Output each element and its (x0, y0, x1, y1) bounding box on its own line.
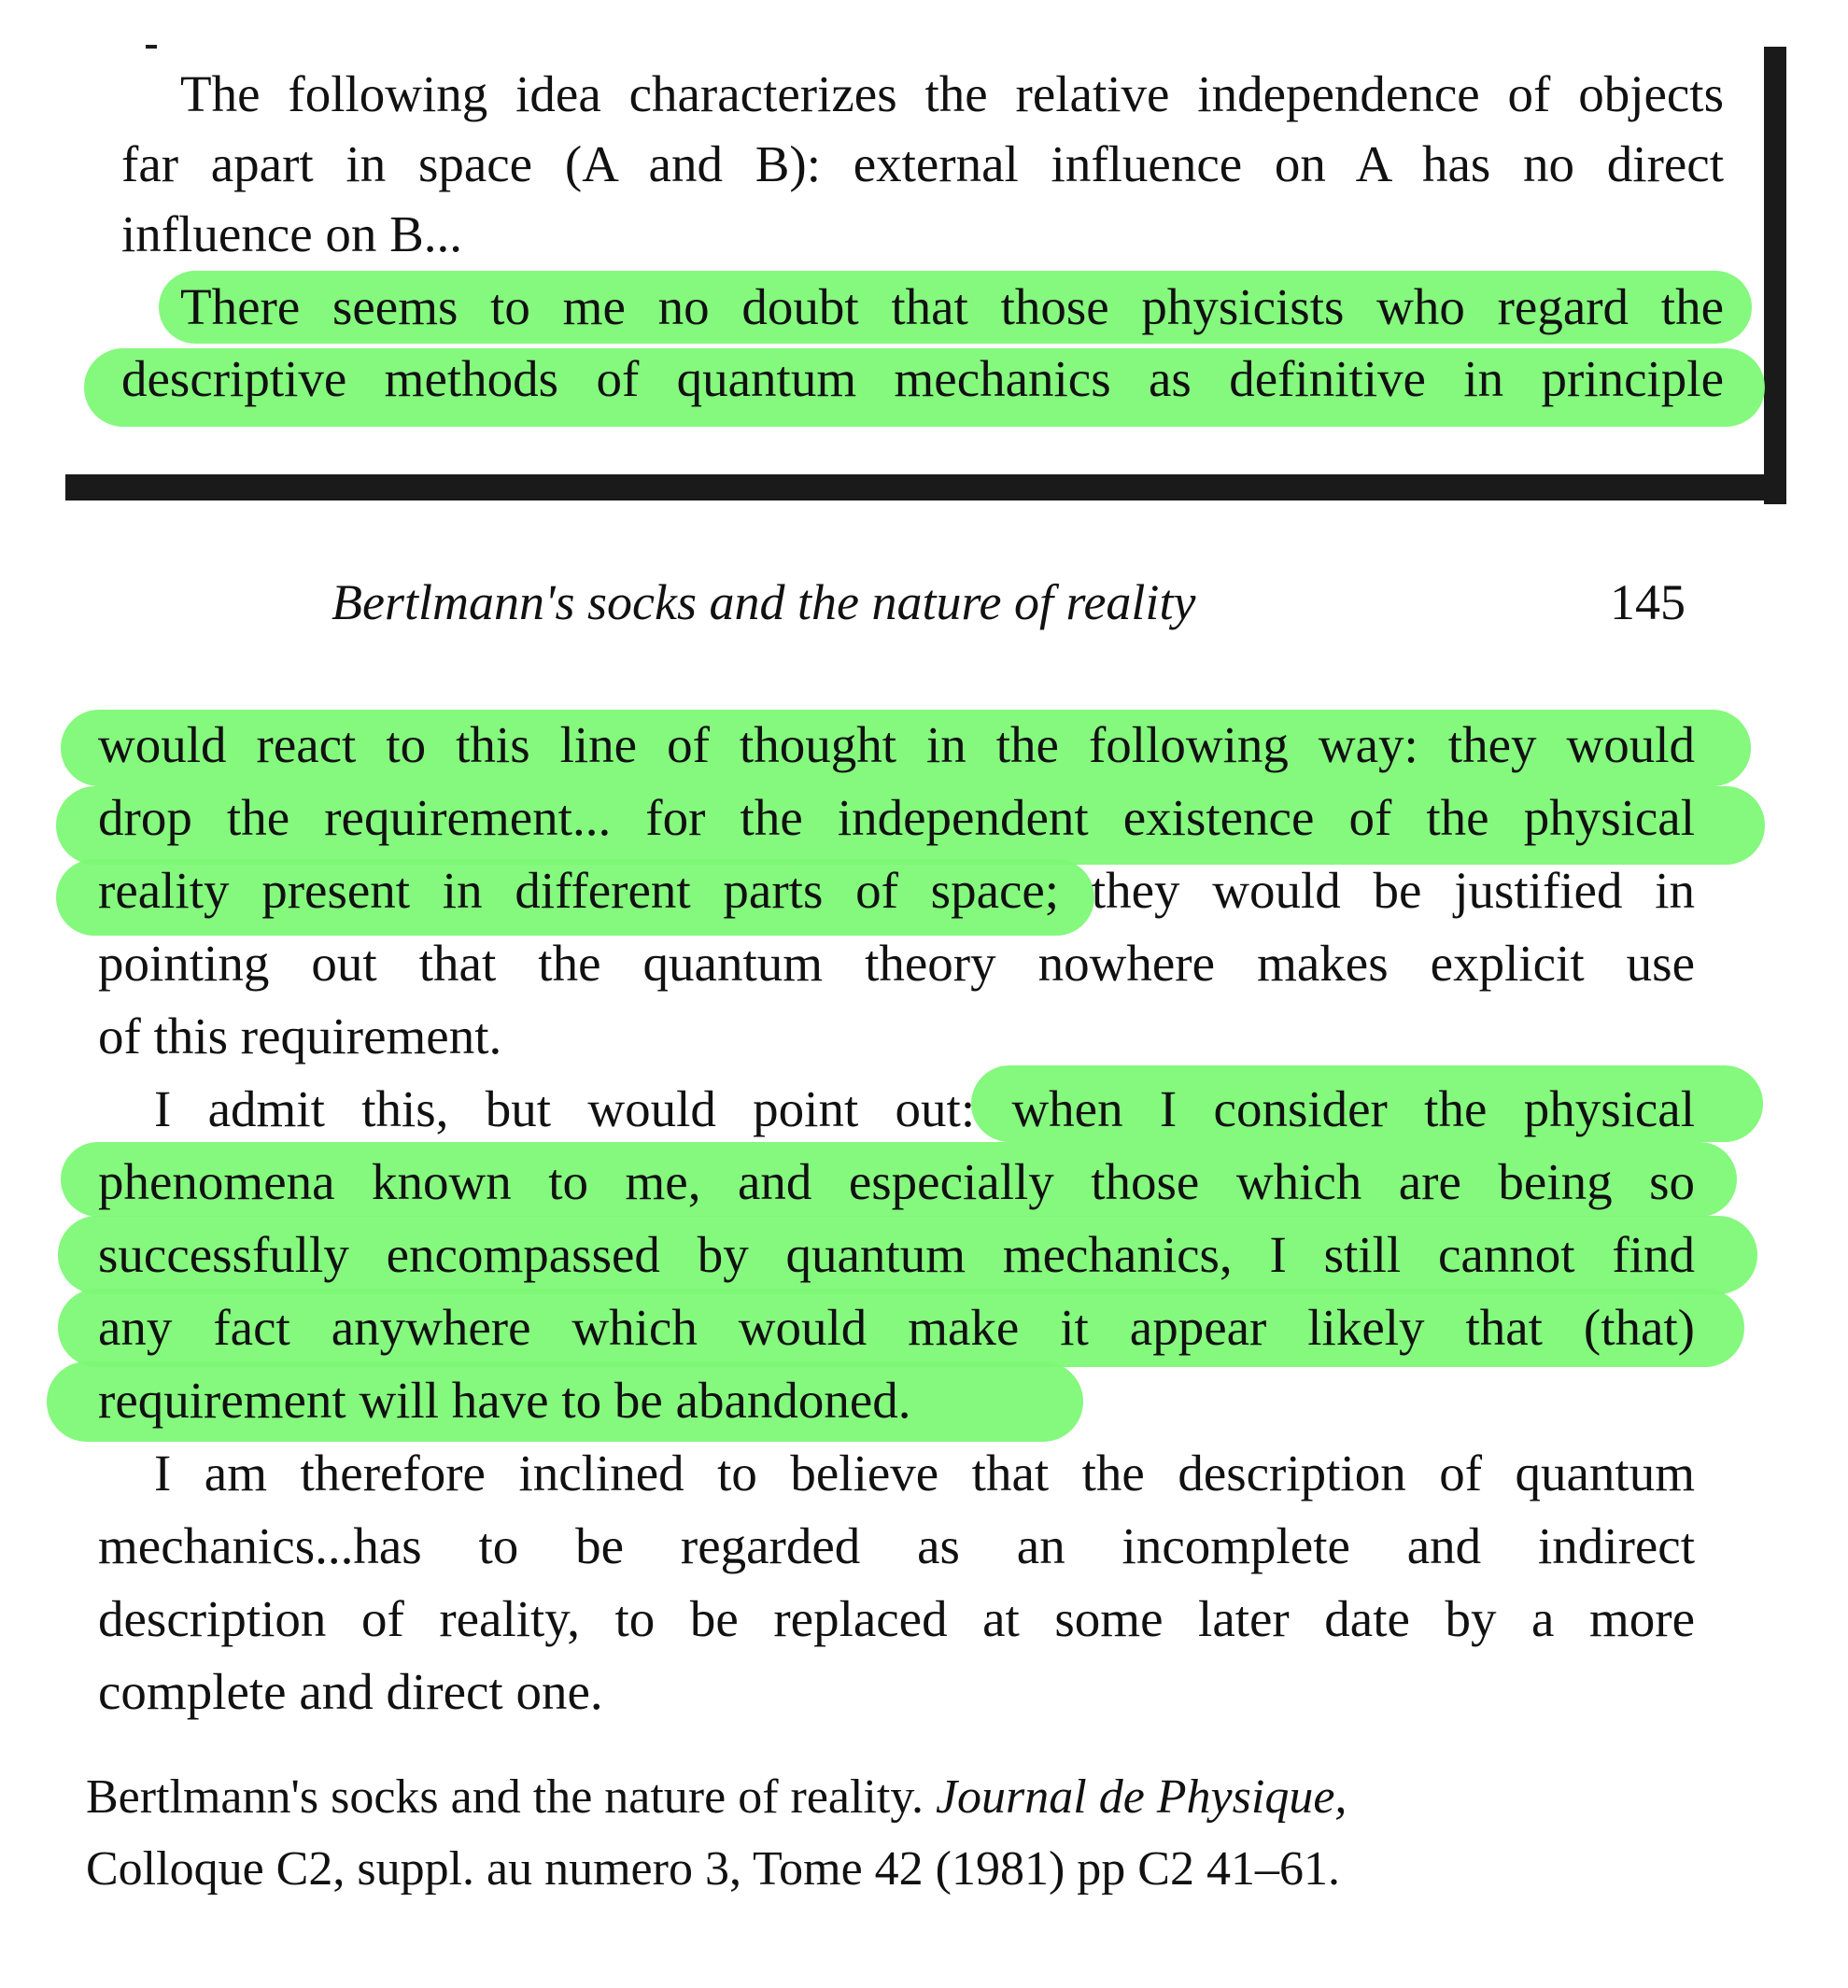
excerpt-line: far apart in space (A and B): external influence on A has no direct (121, 135, 1724, 192)
body-line: I am therefore inclined to believe that the description of quantum (154, 1445, 1695, 1502)
running-head-title: Bertlmann's socks and the nature of reality (332, 574, 1196, 630)
body-line: would react to this line of thought in the following way: they would (98, 716, 1695, 773)
body-line: complete and direct one. (98, 1663, 603, 1720)
body-line: description of reality, to be replaced at some later date by a more (98, 1590, 1695, 1647)
body-line: successfully encompassed by quantum mechanics, I still cannot find (98, 1226, 1695, 1283)
excerpt-line: influence on B... (121, 205, 463, 262)
body-line: of this requirement. (98, 1008, 502, 1064)
excerpt-line: There seems to me no doubt that those physicists who regard the (180, 278, 1724, 335)
excerpt-line: The following idea characterizes the relative independence of objects (180, 65, 1724, 122)
body-line: mechanics...has to be regarded as an incomplete and indirect (98, 1517, 1695, 1574)
body-line: I admit this, but would point out: when I consider the physical (154, 1080, 1695, 1137)
body-line: reality present in different parts of space; they would be justified in (98, 862, 1695, 919)
excerpt-line: descriptive methods of quantum mechanics as definitive in principle (121, 350, 1724, 407)
body-line: any fact anywhere which would make it appear likely that (that) (98, 1299, 1695, 1356)
body-line: drop the requirement... for the independent existence of the physical (98, 789, 1695, 846)
page-number: 145 (1610, 574, 1686, 630)
citation-journal: Journal de Physique, (935, 1770, 1347, 1824)
top-excerpt (0, 0, 1848, 523)
body-line: phenomena known to me, and especially those which are being so (98, 1153, 1695, 1210)
body-line: pointing out that the quantum theory nowhere makes explicit use (98, 935, 1695, 992)
frame-bottom-border (65, 474, 1786, 501)
citation-title: Bertlmann's socks and the nature of reality. (86, 1770, 924, 1824)
citation-line: Colloque C2, suppl. au numero 3, Tome 42 (1981) pp C2 41–61. (86, 1842, 1340, 1896)
frame-right-border (1764, 47, 1786, 504)
body-line: requirement will have to be abandoned. (98, 1372, 911, 1429)
citation-line (86, 1768, 1347, 1827)
frame-corner-mark (146, 45, 157, 49)
